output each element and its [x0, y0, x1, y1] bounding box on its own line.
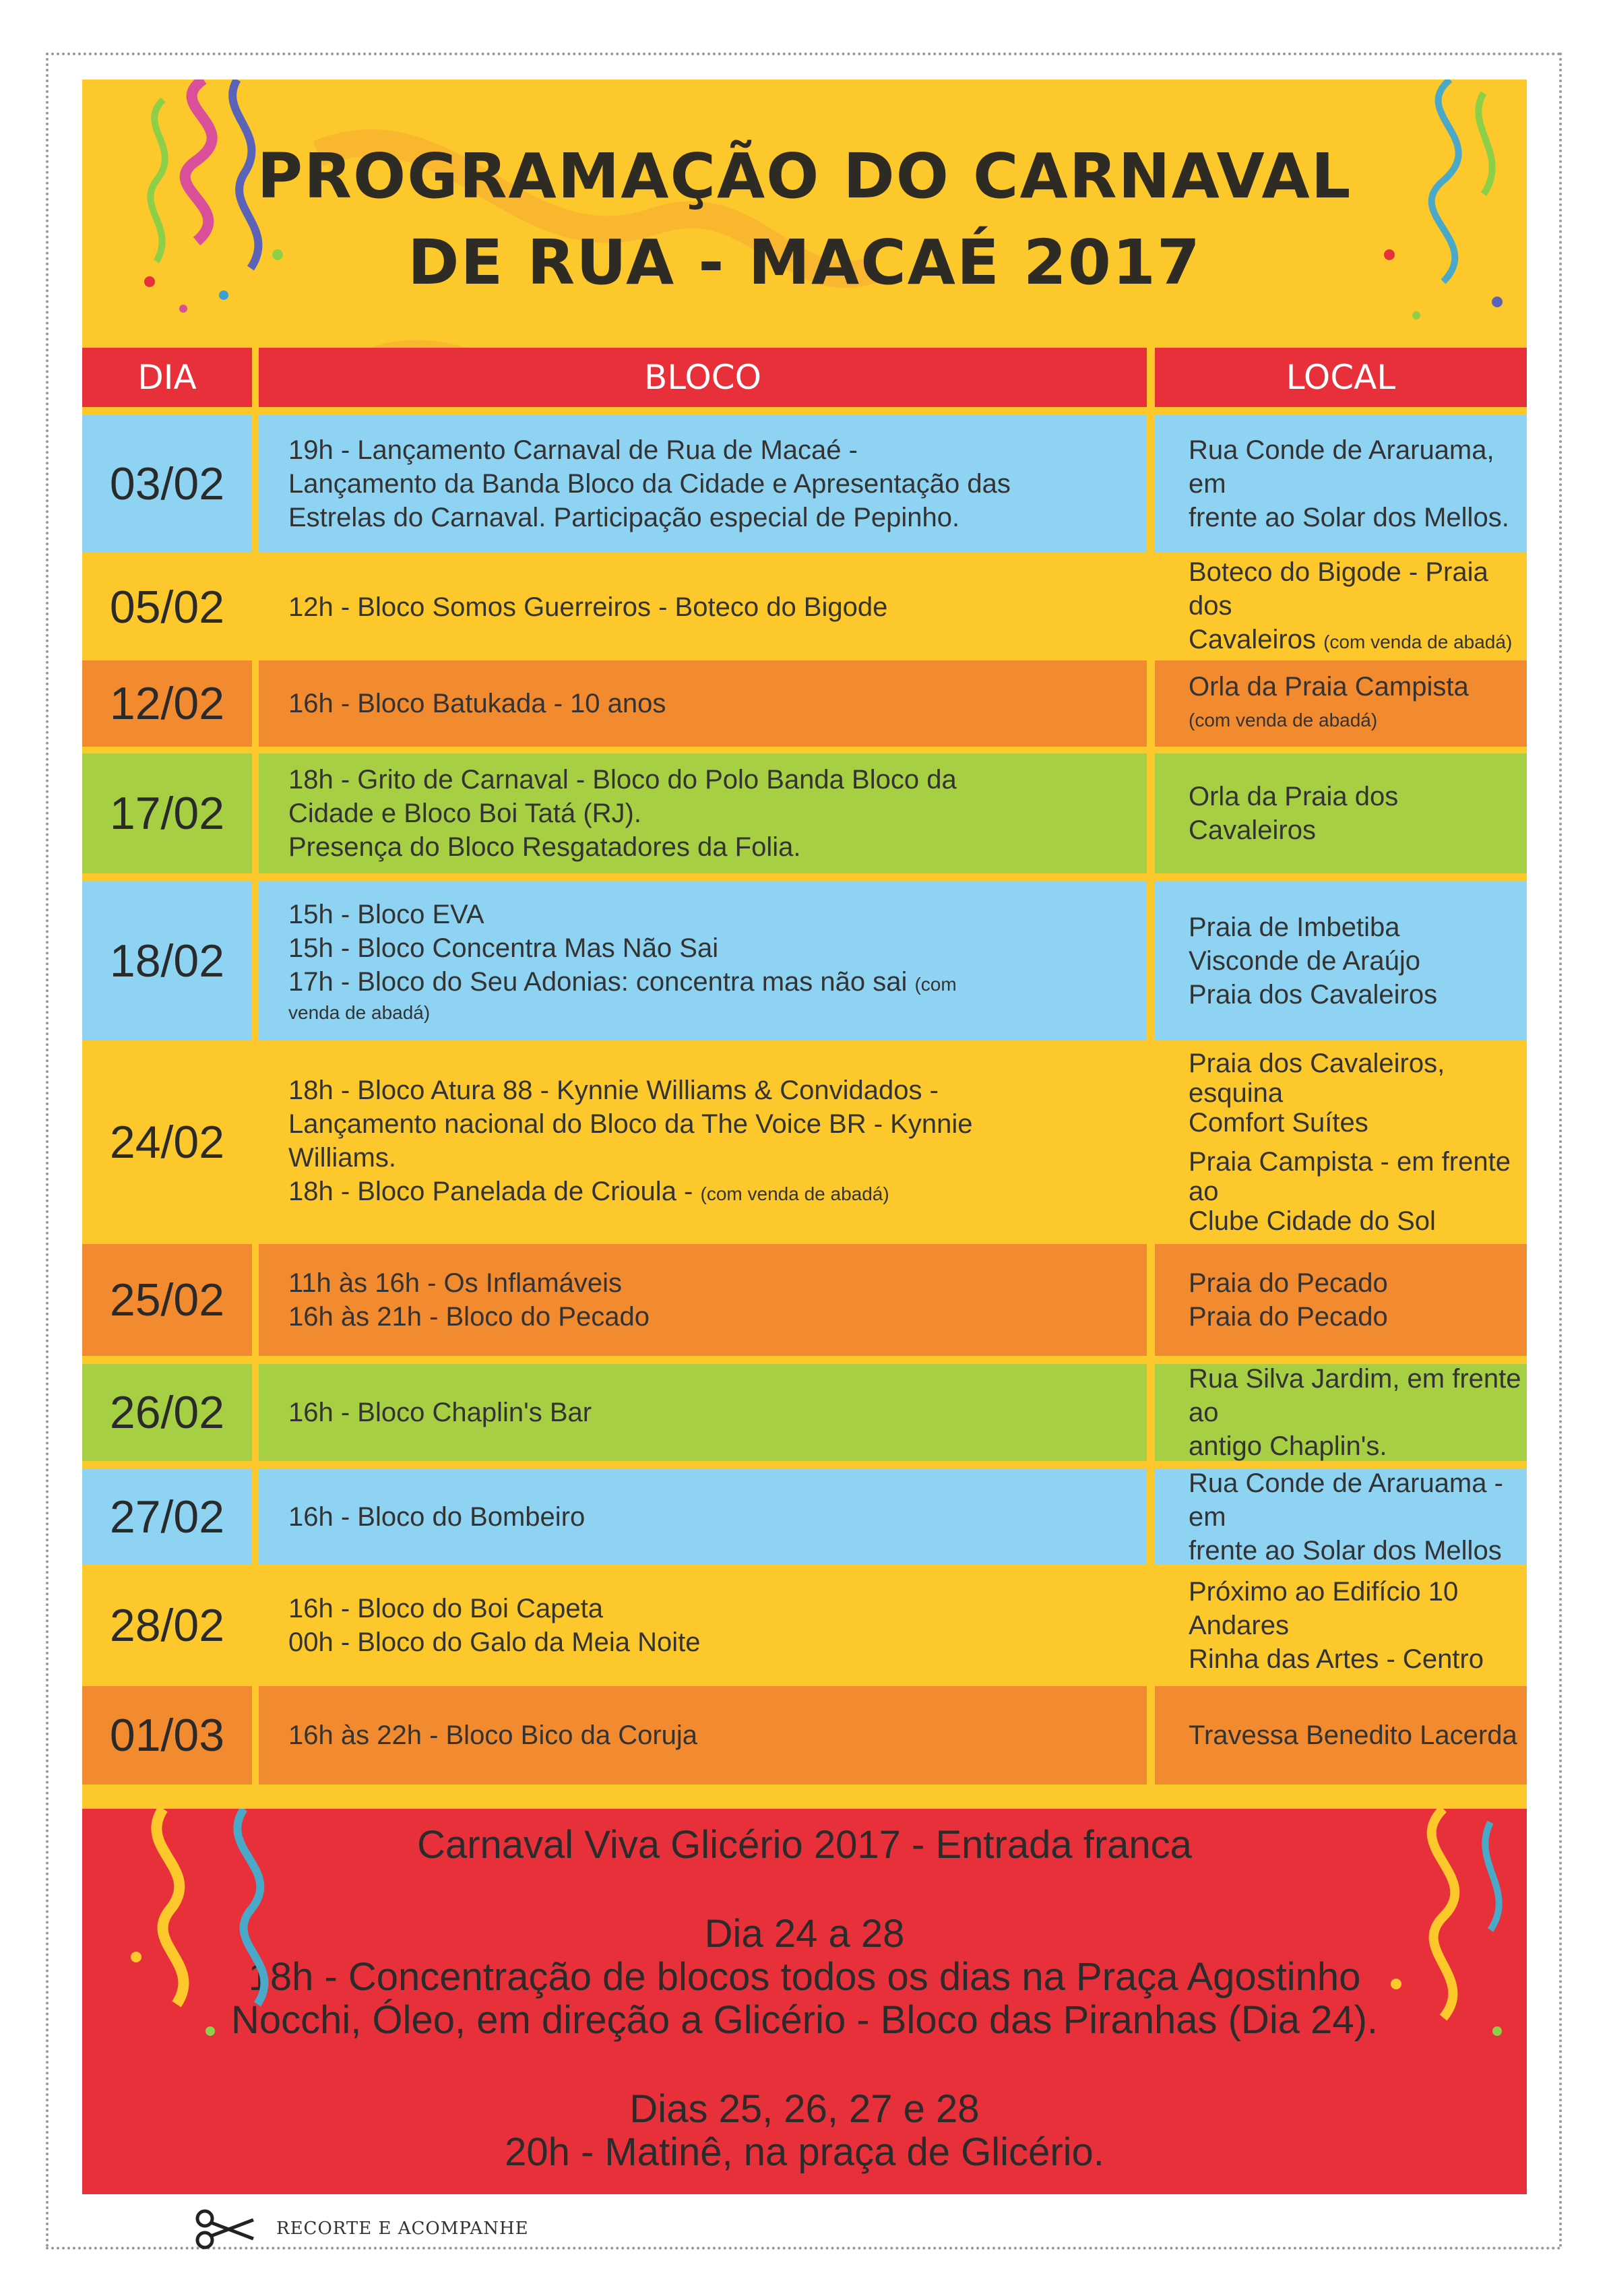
day-cell: 28/02 [82, 1573, 252, 1678]
bloco-line: Estrelas do Carnaval. Participação especial de Pepinho. [288, 503, 960, 532]
bloco-line: 17h - Bloco do Seu Adonias: concentra mas não sai (com [288, 967, 957, 997]
abada-note: (com [914, 974, 957, 995]
local-line: Comfort Suítes [1189, 1108, 1368, 1138]
bloco-cell [259, 1049, 1147, 1236]
local-line: Próximo ao Edifício 10 Andares [1189, 1577, 1459, 1640]
day-cell: 26/02 [82, 1364, 252, 1461]
local-line: Rua Conde de Araruama - em [1189, 1468, 1503, 1532]
table-row [82, 753, 1527, 873]
bloco-cell [259, 660, 1147, 747]
footer-line: 20h - Matinê, na praça de Glicério. [505, 2130, 1104, 2174]
footer-title: Carnaval Viva Glicério 2017 - Entrada franca [417, 1823, 1192, 1867]
table-row [82, 660, 1527, 747]
bloco-line: 19h - Lançamento Carnaval de Rua de Macaé - [288, 435, 858, 465]
bloco-line: 16h às 21h - Bloco do Pecado [288, 1302, 650, 1332]
local-cell [1155, 1469, 1527, 1565]
bloco-line: 18h - Grito de Carnaval - Bloco do Polo Banda Bloco da [288, 765, 957, 795]
bloco-line: Williams. [288, 1143, 396, 1173]
local-cell [1155, 1049, 1527, 1236]
local-line: Praia dos Cavaleiros [1189, 980, 1438, 1010]
local-line: Praia Campista - em frente ao [1189, 1147, 1511, 1206]
day-cell: 03/02 [82, 415, 252, 553]
local-line: Cavaleiros (com venda de abadá) [1189, 625, 1513, 654]
table-row [82, 1049, 1527, 1236]
bloco-line: Lançamento da Banda Bloco da Cidade e Apresentação das [288, 469, 1011, 499]
local-line: Travessa Benedito Lacerda [1189, 1720, 1517, 1750]
local-line: Boteco do Bigode - Praia dos [1189, 557, 1488, 621]
local-line: Rinha das Artes - Centro [1189, 1644, 1484, 1674]
bloco-cell [259, 415, 1147, 553]
local-line: frente ao Solar dos Mellos. [1189, 503, 1509, 532]
bloco-line: 11h às 16h - Os Inflamáveis [288, 1268, 623, 1298]
page-title [82, 133, 1527, 306]
footer-line: Dias 25, 26, 27 e 28 [629, 2087, 980, 2131]
abada-note: (com venda de abadá) [1323, 631, 1513, 652]
local-line: frente ao Solar dos Mellos [1189, 1536, 1502, 1565]
bloco-line: 12h - Bloco Somos Guerreiros - Boteco do Bigode [288, 592, 888, 622]
abada-note: (com venda de abadá) [700, 1183, 889, 1204]
day-cell: 24/02 [82, 1049, 252, 1236]
bloco-line: Lançamento nacional do Bloco da The Voice BR - Kynnie [288, 1109, 973, 1139]
table-row [82, 1573, 1527, 1678]
bloco-line: 16h - Bloco do Boi Capeta [288, 1594, 603, 1623]
day-cell: 27/02 [82, 1469, 252, 1565]
local-line: Clube Cidade do Sol [1189, 1206, 1436, 1236]
local-line: Praia dos Cavaleiros, esquina [1189, 1049, 1445, 1108]
footer-line: Dia 24 a 28 [704, 1912, 905, 1956]
table-row [82, 415, 1527, 553]
local-line: Visconde de Araújo [1189, 946, 1420, 976]
table-row [82, 1686, 1527, 1785]
local-cell [1155, 1573, 1527, 1678]
bloco-line: 16h - Bloco Chaplin's Bar [288, 1398, 592, 1427]
local-line: Rua Silva Jardim, em frente ao [1189, 1364, 1521, 1427]
table-row [82, 1244, 1527, 1356]
column-header-local: LOCAL [1155, 348, 1527, 407]
day-cell: 05/02 [82, 561, 252, 654]
local-line: Praia do Pecado [1189, 1268, 1388, 1298]
local-cell [1155, 753, 1527, 873]
bloco-line: 16h - Bloco Batukada - 10 anos [288, 689, 666, 718]
title-line-1: PROGRAMAÇÃO DO CARNAVAL [257, 140, 1352, 212]
day-cell: 01/03 [82, 1686, 252, 1785]
local-line: Praia do Pecado [1189, 1302, 1388, 1332]
bloco-line: 15h - Bloco EVA [288, 900, 484, 929]
bloco-line: 16h às 22h - Bloco Bico da Coruja [288, 1720, 698, 1750]
local-cell [1155, 881, 1527, 1041]
abada-note: venda de abadá) [288, 1002, 431, 1023]
local-cell [1155, 1686, 1527, 1785]
bloco-line: 18h - Bloco Panelada de Crioula - (com venda de abadá) [288, 1177, 889, 1206]
bloco-line: Cidade e Bloco Boi Tatá (RJ). [288, 799, 641, 828]
bloco-cell [259, 1686, 1147, 1785]
local-line: Rua Conde de Araruama, em [1189, 435, 1494, 499]
abada-note: (com venda de abadá) [1189, 710, 1378, 731]
table-row [82, 557, 1527, 654]
day-cell: 25/02 [82, 1244, 252, 1356]
bloco-cell [259, 1364, 1147, 1461]
bloco-line: 16h - Bloco do Bombeiro [288, 1502, 586, 1532]
day-cell: 17/02 [82, 753, 252, 873]
bloco-cell [259, 1469, 1147, 1565]
bloco-cell [259, 753, 1147, 873]
bloco-cell [259, 1244, 1147, 1356]
day-cell: 18/02 [82, 881, 252, 1041]
bloco-cell [259, 1573, 1147, 1678]
local-cell [1155, 1364, 1527, 1461]
local-line: Orla da Praia Campista [1189, 672, 1469, 702]
table-row [82, 1364, 1527, 1461]
local-cell [1155, 415, 1527, 553]
footer-line: 18h - Concentração de blocos todos os dias na Praça Agostinho [248, 1955, 1361, 1999]
poster [82, 80, 1527, 2194]
bloco-line: 18h - Bloco Atura 88 - Kynnie Williams & Convidados - [288, 1076, 939, 1105]
local-cell [1155, 557, 1527, 654]
column-header-bloco: BLOCO [259, 348, 1147, 407]
bloco-line: 15h - Bloco Concentra Mas Não Sai [288, 933, 719, 963]
title-line-2: DE RUA - MACAÉ 2017 [408, 226, 1201, 299]
bloco-line: 00h - Bloco do Galo da Meia Noite [288, 1627, 701, 1657]
cut-label: RECORTE E ACOMPANHE [276, 2219, 529, 2239]
table-row [82, 1469, 1527, 1565]
local-cell [1155, 1244, 1527, 1356]
scissors-icon [194, 2209, 255, 2250]
local-line: Praia de Imbetiba [1189, 912, 1400, 942]
bloco-cell [259, 881, 1147, 1041]
local-line: antigo Chaplin's. [1189, 1431, 1387, 1461]
bloco-line: Presença do Bloco Resgatadores da Folia. [288, 832, 801, 862]
footer-line: Nocchi, Óleo, em direção a Glicério - Bloco das Piranhas (Dia 24). [230, 1998, 1379, 2042]
bloco-cell [259, 561, 1147, 654]
footer-glicerio-section [82, 1809, 1527, 2194]
table-row [82, 881, 1527, 1041]
column-header-dia: DIA [82, 348, 252, 407]
local-line: Orla da Praia dos Cavaleiros [1189, 782, 1399, 845]
day-cell: 12/02 [82, 660, 252, 747]
local-cell [1155, 660, 1527, 747]
